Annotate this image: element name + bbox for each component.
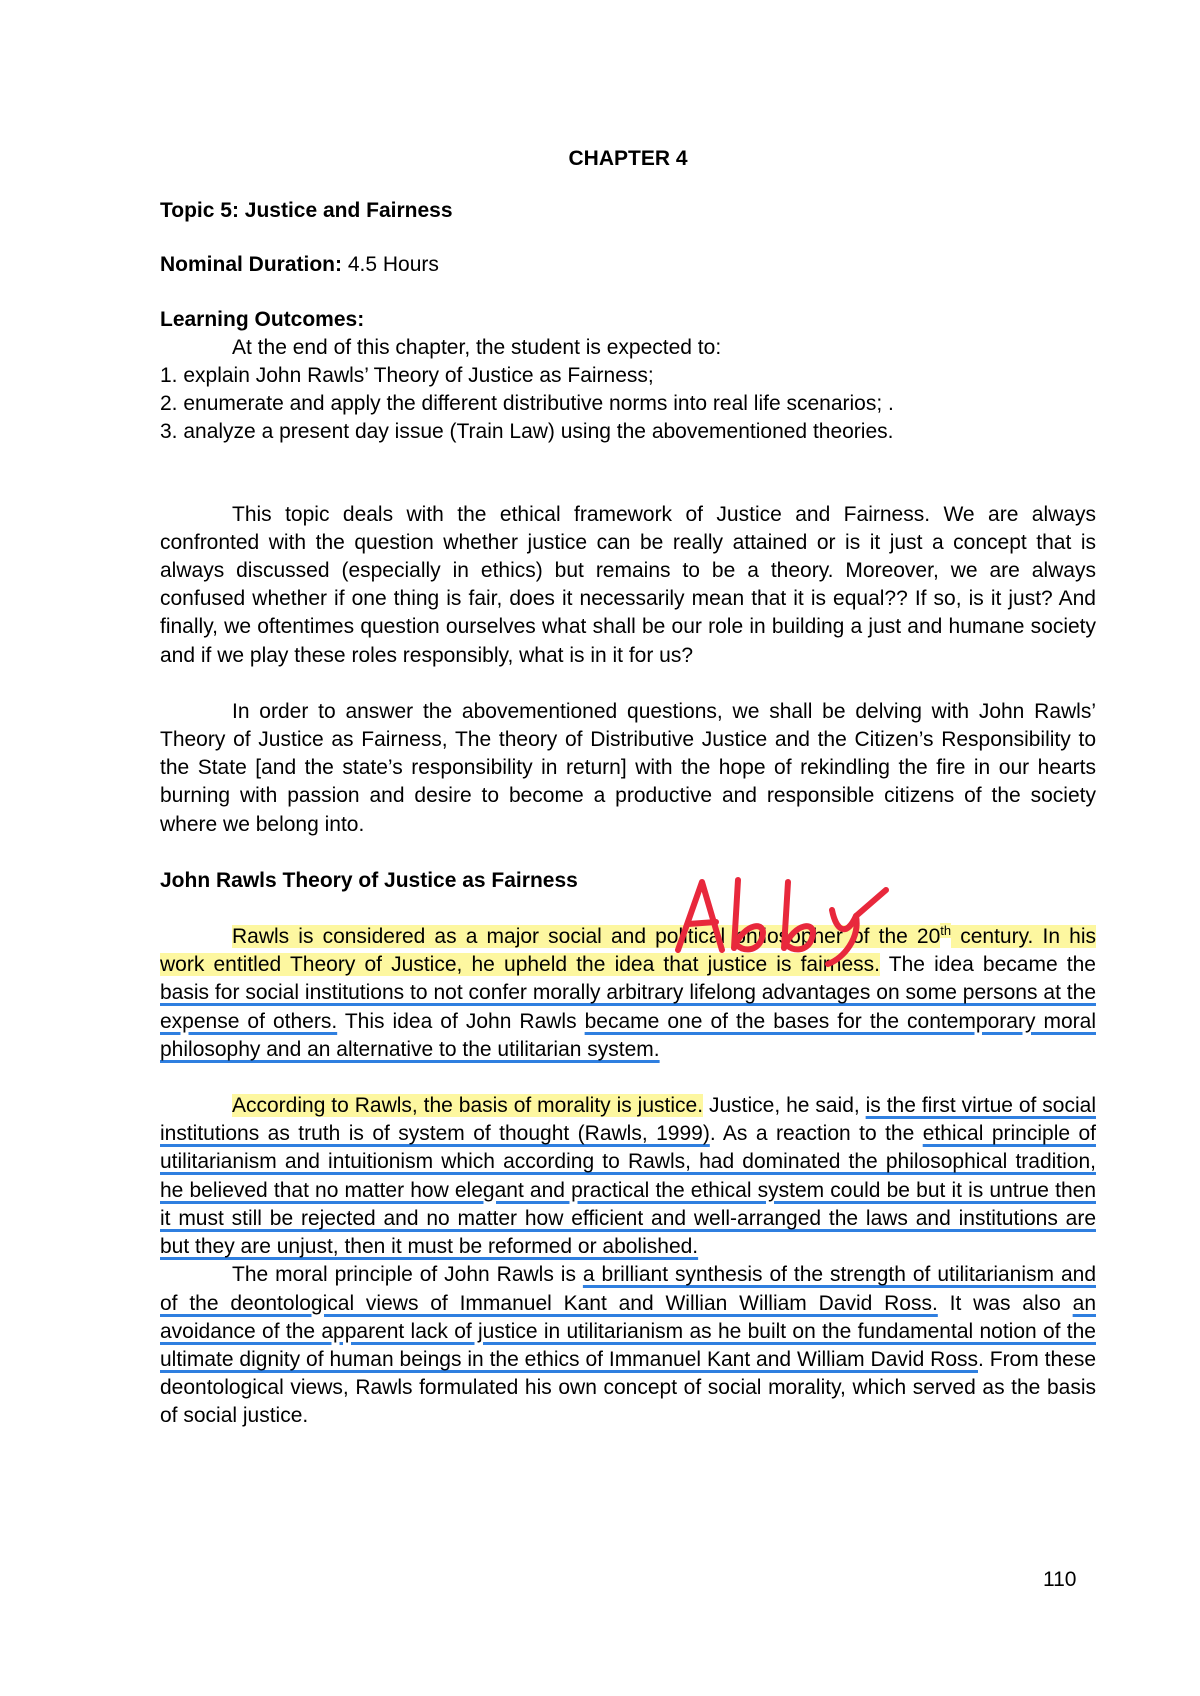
learning-outcome-item: 1. explain John Rawls’ Theory of Justice as Fairness; — [160, 364, 654, 388]
rawls-paragraph — [160, 923, 1096, 1064]
intro-paragraph: This topic deals with the ethical framework of Justice and Fairness. We are always confronted with the question whether justice can be really attained or is it just a concept that is always discussed (especially in ethics) but remains to be a theory. Moreover, we are always confused whether if one thing is fair, does it necessarily mean that it is equal?? If so, is it just? And finally, we oftentimes question ourselves what shall be our role in building a just and humane society and if we play these roles responsibly, what is in it for us? — [160, 502, 1096, 667]
duration-value: 4.5 Hours — [342, 253, 439, 277]
superscript-th: th — [940, 923, 952, 939]
page-content — [160, 145, 1096, 1431]
page-number: 110 — [1043, 1568, 1077, 1591]
learning-outcome-item: 3. analyze a present day issue (Train Law) using the abovementioned theories. — [160, 420, 894, 444]
learning-outcomes-list — [160, 362, 1096, 447]
moral-principle-paragraph — [160, 1261, 1096, 1430]
questions-paragraph: In order to answer the abovementioned questions, we shall be delving with John Rawls’ Theory of Justice as Fairness, The theory of Distributive Justice and the Citizen’s Responsibility to the State [and the state’s responsibility in return] with the hope of rekindling the fire in our hearts burning with passion and desire to become a productive and responsible citizens of the society where we belong into. — [160, 699, 1096, 836]
handwritten-signature — [672, 872, 894, 968]
paragraph-text: . From these deontological views, Rawls formulated his own concept of social morality, which served as the basis of social justice. — [160, 1347, 1097, 1428]
topic-heading: Topic 5: Justice and Fairness — [160, 199, 453, 223]
underlined-text: became one of the bases for the contemporary moral philosophy and an alternative to the utilitarian system. — [160, 1009, 1096, 1061]
learning-outcomes-intro: At the end of this chapter, the student is expected to: — [232, 335, 722, 359]
paragraph-text: Justice, he said, — [703, 1094, 866, 1118]
section-title: John Rawls Theory of Justice as Fairness — [160, 868, 578, 892]
chapter-heading: CHAPTER 4 — [568, 147, 688, 170]
learning-outcomes-title: Learning Outcomes: — [160, 307, 365, 331]
learning-outcome-item: 2. enumerate and apply the different distributive norms into real life scenarios; . — [160, 392, 894, 416]
highlighted-text: century. In his work entitled Theory of Justice, he upheld the idea that justice is fairness. — [160, 925, 1096, 977]
paragraph-text: . As a reaction to the — [709, 1122, 923, 1146]
paragraph-text: This idea of John Rawls — [337, 1009, 585, 1033]
underlined-text: is the first virtue of social institutions as truth is of system of thought (Rawls, 1999) — [160, 1094, 1096, 1146]
highlighted-text: Rawls is considered as a major social and political philosopher of the 20 — [232, 925, 941, 949]
paragraph-text: The moral principle of John Rawls is — [232, 1263, 583, 1287]
paragraph-text: The idea became the — [879, 953, 1096, 977]
morality-paragraph — [160, 1092, 1096, 1261]
duration-label: Nominal Duration: — [160, 253, 342, 277]
underlined-text: ethical principle of utilitarianism and intuitionism which according to Rawls, had dominated the philosophical tradition, he believed that no matter how elegant and practical the ethical system could be but it is untrue then it must still be rejected and no matter how efficient and well-arranged the laws and institutions are but they are unjust, then it must be reformed or abolished. — [160, 1122, 1096, 1259]
underlined-text: an avoidance of the apparent lack of justice in utilitarianism as he built on the fundamental notion of the ultimate dignity of human beings in the ethics of Immanuel Kant and William David Ross — [160, 1291, 1096, 1371]
underlined-text: a brilliant synthesis of the strength of utilitarianism and of the deontological views of Immanuel Kant and Willian William David Ross. — [160, 1263, 1096, 1315]
paragraph-text: It was also — [937, 1291, 1073, 1315]
nominal-duration — [160, 251, 1096, 279]
highlighted-text: According to Rawls, the basis of morality is justice. — [232, 1094, 704, 1118]
underlined-text: basis for social institutions to not confer morally arbitrary lifelong advantages on some persons at the expense of others. — [160, 981, 1096, 1033]
